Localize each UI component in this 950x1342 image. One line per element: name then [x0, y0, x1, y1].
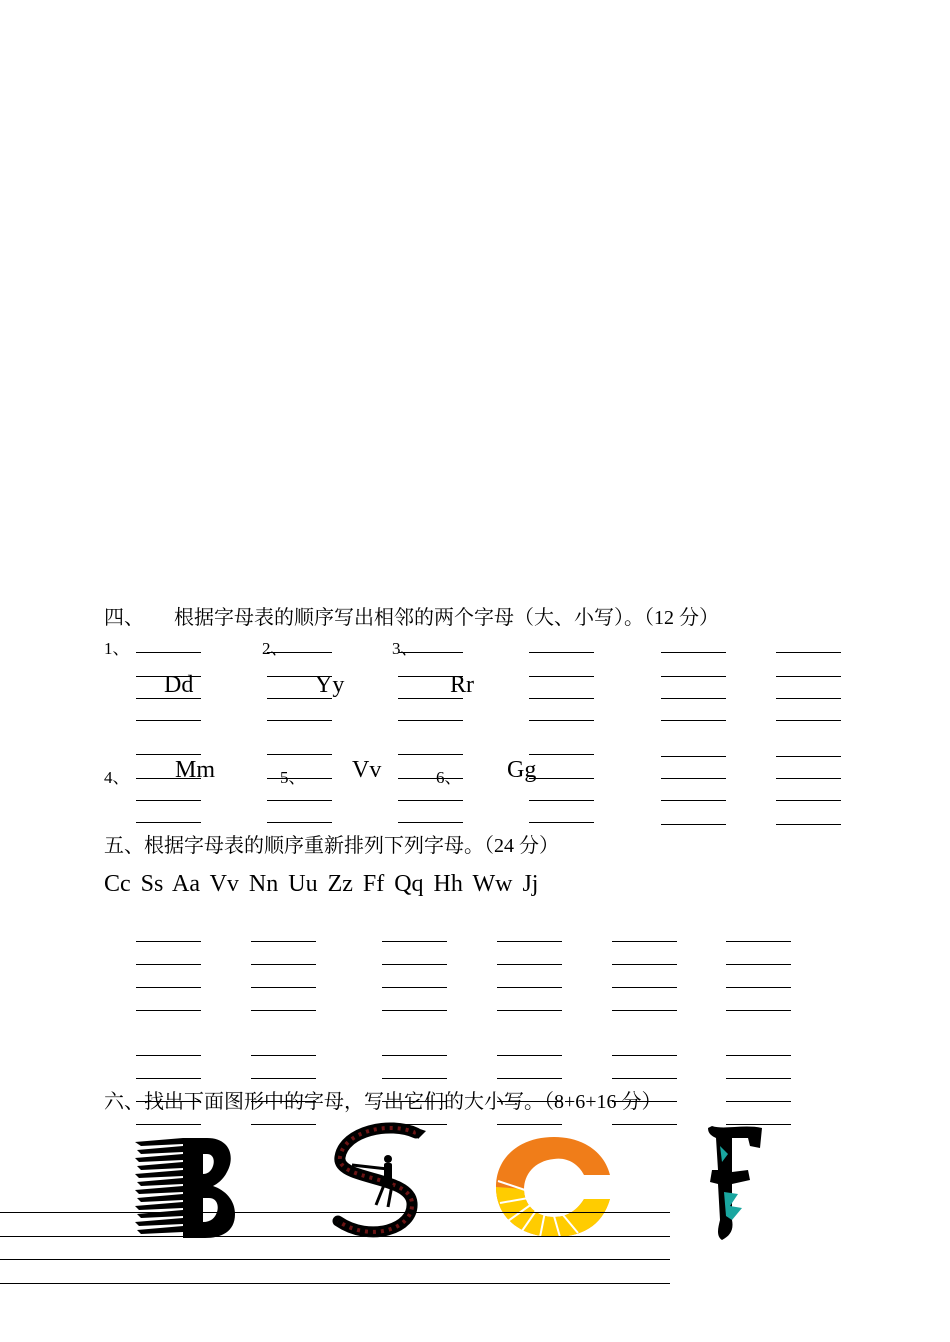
answer-line-right-c2-r4[interactable]: [776, 720, 841, 721]
item-letters-6: Gg: [507, 757, 537, 783]
answer-line-right-c2-r1[interactable]: [776, 652, 841, 653]
answer-line-right-c1-r7[interactable]: [661, 800, 726, 801]
sort-line-c1-r6[interactable]: [136, 1078, 201, 1079]
answer-line-right-c1-r5[interactable]: [661, 756, 726, 757]
item-number-5: 5、: [280, 768, 306, 787]
sort-line-right-c1-r6[interactable]: [726, 1078, 791, 1079]
sort-line-c1-r2[interactable]: [136, 964, 201, 965]
answer-line-c1-r1[interactable]: [136, 652, 201, 653]
sort-line-c3-r1[interactable]: [382, 941, 447, 942]
answer-line-c2-r8[interactable]: [267, 822, 332, 823]
letters-to-sort: Cc Ss Aa Vv Nn Uu Zz Ff Qq Hh Ww Jj: [104, 871, 539, 897]
sort-line-c2-r6[interactable]: [251, 1078, 316, 1079]
section4-title: 四、 根据字母表的顺序写出相邻的两个字母（大、小写）。（12 分）: [104, 607, 719, 629]
answer-line-c4-r1[interactable]: [529, 652, 594, 653]
answer-line-c1-r6[interactable]: [136, 778, 201, 779]
item-number-2: 2、: [262, 639, 288, 658]
writing-line-4[interactable]: [0, 1283, 670, 1284]
writing-line-3[interactable]: [0, 1259, 670, 1260]
sort-line-c4-r3[interactable]: [497, 987, 562, 988]
answer-line-c4-r4[interactable]: [529, 720, 594, 721]
answer-line-c1-r2[interactable]: [136, 676, 201, 677]
sort-line-c2-r2[interactable]: [251, 964, 316, 965]
sort-line-c2-r3[interactable]: [251, 987, 316, 988]
answer-line-right-c1-r3[interactable]: [661, 698, 726, 699]
answer-line-c2-r5[interactable]: [267, 754, 332, 755]
sort-line-c1-r8[interactable]: [136, 1124, 201, 1125]
letter-c-picture: [494, 1137, 612, 1239]
sort-line-c4-r6[interactable]: [497, 1078, 562, 1079]
sort-line-c5-r2[interactable]: [612, 964, 677, 965]
letter-b-picture: [135, 1138, 239, 1240]
sort-line-c3-r5[interactable]: [382, 1055, 447, 1056]
sort-line-c1-r4[interactable]: [136, 1010, 201, 1011]
answer-line-c3-r3[interactable]: [398, 698, 463, 699]
item-number-4: 4、: [104, 768, 130, 787]
answer-line-c2-r3[interactable]: [267, 698, 332, 699]
answer-line-right-c2-r8[interactable]: [776, 824, 841, 825]
sort-line-c2-r8[interactable]: [251, 1124, 316, 1125]
section5-title: 五、根据字母表的顺序重新排列下列字母。（24 分）: [104, 835, 559, 857]
answer-line-c1-r8[interactable]: [136, 822, 201, 823]
answer-line-c1-r4[interactable]: [136, 720, 201, 721]
item-letters-5: Vv: [352, 757, 382, 783]
sort-line-right-c1-r4[interactable]: [726, 1010, 791, 1011]
letter-f-picture: [704, 1124, 766, 1242]
answer-line-right-c2-r5[interactable]: [776, 756, 841, 757]
answer-line-c2-r2[interactable]: [267, 676, 332, 677]
sort-line-right-c1-r3[interactable]: [726, 987, 791, 988]
item-letters-4: Mm: [175, 757, 216, 783]
item-letters-2: Yy: [315, 672, 345, 698]
sort-line-c1-r1[interactable]: [136, 941, 201, 942]
answer-line-c3-r7[interactable]: [398, 800, 463, 801]
sort-line-c5-r5[interactable]: [612, 1055, 677, 1056]
answer-line-right-c1-r8[interactable]: [661, 824, 726, 825]
answer-line-c3-r1[interactable]: [398, 652, 463, 653]
answer-line-right-c1-r2[interactable]: [661, 676, 726, 677]
answer-line-c3-r4[interactable]: [398, 720, 463, 721]
item-letters-3: Rr: [450, 672, 474, 698]
sort-line-c5-r1[interactable]: [612, 941, 677, 942]
answer-line-c3-r5[interactable]: [398, 754, 463, 755]
answer-line-c1-r5[interactable]: [136, 754, 201, 755]
sort-line-c3-r2[interactable]: [382, 964, 447, 965]
sort-line-right-c1-r1[interactable]: [726, 941, 791, 942]
item-number-3: 3、: [392, 639, 418, 658]
sort-line-c3-r4[interactable]: [382, 1010, 447, 1011]
sort-line-c1-r5[interactable]: [136, 1055, 201, 1056]
item-letters-1: Dd: [164, 672, 194, 698]
answer-line-right-c2-r3[interactable]: [776, 698, 841, 699]
letter-s-picture: [330, 1125, 450, 1243]
answer-line-c1-r7[interactable]: [136, 800, 201, 801]
answer-line-c2-r4[interactable]: [267, 720, 332, 721]
sort-line-c1-r3[interactable]: [136, 987, 201, 988]
answer-line-c4-r2[interactable]: [529, 676, 594, 677]
sort-line-right-c1-r5[interactable]: [726, 1055, 791, 1056]
answer-line-c2-r1[interactable]: [267, 652, 332, 653]
answer-line-c3-r2[interactable]: [398, 676, 463, 677]
answer-line-right-c2-r7[interactable]: [776, 800, 841, 801]
sort-line-c4-r2[interactable]: [497, 964, 562, 965]
answer-line-c3-r8[interactable]: [398, 822, 463, 823]
answer-line-c3-r6[interactable]: [398, 778, 463, 779]
answer-line-c4-r3[interactable]: [529, 698, 594, 699]
section6-title: 六、找出下面图形中的字母，写出它们的大小写。（8+6+16 分）: [104, 1091, 662, 1113]
writing-line-1[interactable]: [0, 1212, 670, 1213]
sort-line-c2-r4[interactable]: [251, 1010, 316, 1011]
answer-line-right-c1-r6[interactable]: [661, 778, 726, 779]
sort-line-c2-r1[interactable]: [251, 941, 316, 942]
sort-line-right-c1-r2[interactable]: [726, 964, 791, 965]
sort-line-c5-r4[interactable]: [612, 1010, 677, 1011]
answer-line-right-c2-r2[interactable]: [776, 676, 841, 677]
sort-line-c4-r8[interactable]: [497, 1124, 562, 1125]
sort-line-c5-r3[interactable]: [612, 987, 677, 988]
answer-line-c2-r6[interactable]: [267, 778, 332, 779]
answer-line-c4-r8[interactable]: [529, 822, 594, 823]
sort-line-c4-r4[interactable]: [497, 1010, 562, 1011]
item-number-6: 6、: [436, 768, 462, 787]
answer-line-right-c1-r1[interactable]: [661, 652, 726, 653]
sort-line-c4-r5[interactable]: [497, 1055, 562, 1056]
sort-line-c3-r6[interactable]: [382, 1078, 447, 1079]
answer-line-right-c2-r6[interactable]: [776, 778, 841, 779]
sort-line-c2-r5[interactable]: [251, 1055, 316, 1056]
answer-line-c2-r7[interactable]: [267, 800, 332, 801]
sort-line-c3-r3[interactable]: [382, 987, 447, 988]
writing-line-2[interactable]: [0, 1236, 670, 1237]
sort-line-right-c1-r7[interactable]: [726, 1101, 791, 1102]
answer-line-c4-r7[interactable]: [529, 800, 594, 801]
answer-line-c4-r6[interactable]: [529, 778, 594, 779]
item-number-1: 1、: [104, 639, 130, 658]
sort-line-c4-r1[interactable]: [497, 941, 562, 942]
answer-line-c1-r3[interactable]: [136, 698, 201, 699]
answer-line-right-c1-r4[interactable]: [661, 720, 726, 721]
sort-line-c5-r8[interactable]: [612, 1124, 677, 1125]
answer-line-c4-r5[interactable]: [529, 754, 594, 755]
sort-line-c5-r6[interactable]: [612, 1078, 677, 1079]
